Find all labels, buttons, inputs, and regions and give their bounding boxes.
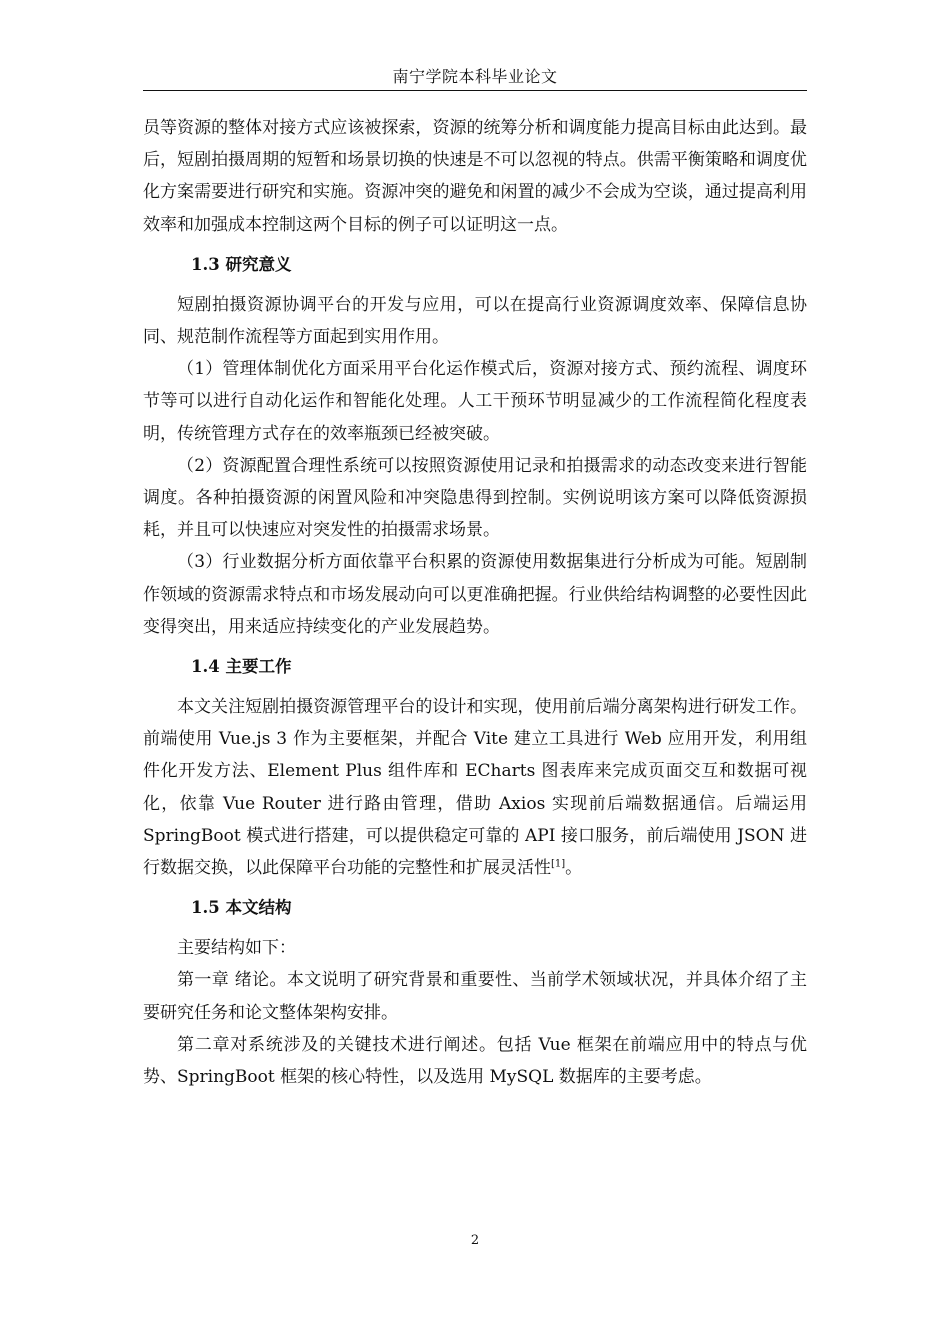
document-body	[143, 112, 807, 1093]
paragraph-main-work-tail: 。	[565, 858, 583, 879]
section-heading-1-5: 1.5 本文结构	[191, 898, 292, 918]
header-divider	[143, 90, 807, 91]
section-heading-1-3: 1.3 研究意义	[191, 254, 292, 274]
paragraph-main-work-text: 本文关注短剧拍摄资源管理平台的设计和实现，使用前后端分离架构进行研发工作。前端使用 Vue.js 3 作为主要框架，并配合 Vite 建立工具进行 Web 应用开发，利用组件化开发方法、Element Plus 组件库和 ECharts 图表库来完成页面交互和数据可视化，依靠 Vue Router 进行路由管理，借助 Axios 实现前后端数据通信。后端运用 SpringBoot 模式进行搭建，可以提供稳定可靠的 API 接口服务，前后端使用 JSON 进行数据交换，以此保障平台功能的完整性和扩展灵活性	[143, 697, 807, 879]
paragraph: 短剧拍摄资源协调平台的开发与应用，可以在提高行业资源调度效率、保障信息协同、规范制作流程等方面起到实用作用。	[143, 294, 807, 348]
paragraph-main-work	[143, 691, 807, 884]
section-heading-1-4: 1.4 主要工作	[191, 657, 292, 677]
paragraph: （3）行业数据分析方面依靠平台积累的资源使用数据集进行分析成为可能。短剧制作领域的资源需求特点和市场发展动向可以更准确把握。行业供给结构调整的必要性因此变得突出，用来适应持续变化的产业发展趋势。	[143, 552, 807, 637]
paragraph: （1）管理体制优化方面采用平台化运作模式后，资源对接方式、预约流程、调度环节等可以进行自动化运作和智能化处理。人工干预环节明显减少的工作流程简化程度表明，传统管理方式存在的效率瓶颈已经被突破。	[143, 359, 807, 444]
paragraph: 第一章 绪论。本文说明了研究背景和重要性、当前学术领域状况，并具体介绍了主要研究任务和论文整体架构安排。	[143, 970, 807, 1023]
paragraph: 主要结构如下：	[177, 938, 296, 959]
page-header-title: 南宁学院本科毕业论文	[392, 67, 558, 86]
paragraph: 第二章对系统涉及的关键技术进行阐述。包括 Vue 框架在前端应用中的特点与优势、SpringBoot 框架的核心特性，以及选用 MySQL 数据库的主要考虑。	[143, 1034, 807, 1088]
paragraph: （2）资源配置合理性系统可以按照资源使用记录和拍摄需求的动态改变来进行智能调度。各种拍摄资源的闲置风险和冲突隐患得到控制。实例说明该方案可以降低资源损耗，并且可以快速应对突发性的拍摄需求场景。	[143, 455, 807, 541]
continued-paragraph: 员等资源的整体对接方式应该被探索，资源的统筹分析和调度能力提高目标由此达到。最后，短剧拍摄周期的短暂和场景切换的快速是不可以忽视的特点。供需平衡策略和调度优化方案需要进行研究和实施。资源冲突的避免和闲置的减少不会成为空谈，通过提高利用效率和加强成本控制这两个目标的例子可以证明这一点。	[143, 118, 807, 235]
page-number: 2	[470, 1233, 480, 1248]
citation-reference: [1]	[551, 858, 566, 870]
